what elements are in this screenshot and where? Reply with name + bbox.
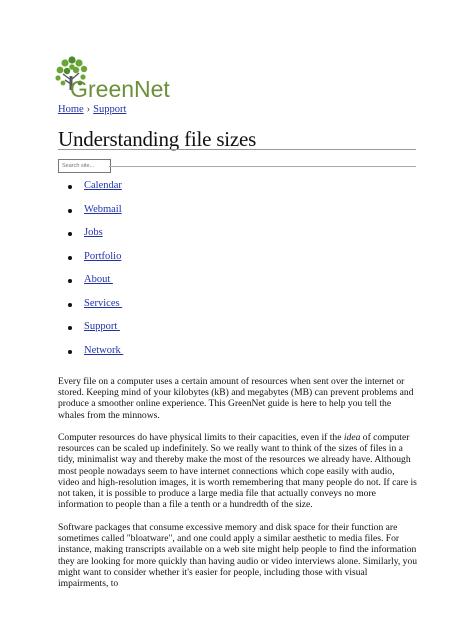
bullet-icon (68, 350, 72, 354)
title-divider (58, 149, 416, 150)
bullet-icon (68, 209, 72, 213)
breadcrumb-home-link[interactable]: Home (58, 104, 84, 115)
logo-wordmark-initial: G (70, 76, 88, 102)
nav-link-services[interactable]: Services (84, 297, 123, 309)
page-title: Understanding file sizes (58, 127, 257, 151)
bullet-icon (68, 185, 72, 189)
nav-link-calendar[interactable]: Calendar (84, 180, 122, 191)
bullet-icon (68, 256, 72, 260)
nav-link-jobs[interactable]: Jobs (84, 227, 103, 238)
search-input[interactable] (58, 159, 111, 173)
breadcrumb-support-link[interactable]: Support (93, 104, 127, 115)
breadcrumb-separator: › (86, 104, 91, 115)
paragraph-bloatware: Software packages that consume excessive memory and disk space for their function are sometimes called "bloatware", and one could apply a similar aesthetic to media files. For instance, making transcripts available on a web site might help people to find the information they are looking for more quickly than having audio or video interviews alone. Similarly, you might want to consider whether it's easier for people, including those with visual impairments, to (58, 522, 418, 590)
nav-link-portfolio[interactable]: Portfolio (84, 250, 122, 262)
bullet-icon (68, 232, 72, 236)
paragraph-resources (58, 432, 418, 510)
breadcrumb (58, 104, 126, 115)
greennet-logo[interactable] (54, 56, 189, 106)
bullet-icon (68, 303, 72, 307)
nav-link-about[interactable]: About (84, 274, 113, 285)
bullet-icon (68, 326, 72, 330)
bullet-icon (68, 279, 72, 283)
paragraph-resources-text-1: Computer resources do have physical limits to their capacities, even if the (58, 432, 344, 443)
nav-link-webmail[interactable]: Webmail (84, 203, 122, 215)
logo-wordmark: reenNet (88, 76, 170, 102)
nav-link-support[interactable]: Support (84, 321, 120, 332)
paragraph-resources-text-2: of computer resources can be scaled up indefinitely. So we really want to think of the sizes of files in a tidy, minimalist way and thereby make the most of the resources we already have. Although most people nowadays seem to have internet connections which cope easily with audio, video and high-resolution images, it is worth remembering that many people do not. If care is not taken, it is possible to produce a large media file that actually conveys no more information to people than a file a tenth or a hundredth of the size. (58, 432, 417, 511)
paragraph-resources-emphasis: idea (343, 432, 361, 443)
search-divider (109, 166, 416, 167)
nav-link-network[interactable]: Network (84, 344, 124, 356)
paragraph-intro: Every file on a computer uses a certain amount of resources when sent over the internet or stored. Keeping mind of your kilobytes (kB) and megabytes (MB) can prevent problems and produce a smoother online experience. This GreenNet guide is here to help you tell the whales from the minnows. (58, 376, 414, 421)
